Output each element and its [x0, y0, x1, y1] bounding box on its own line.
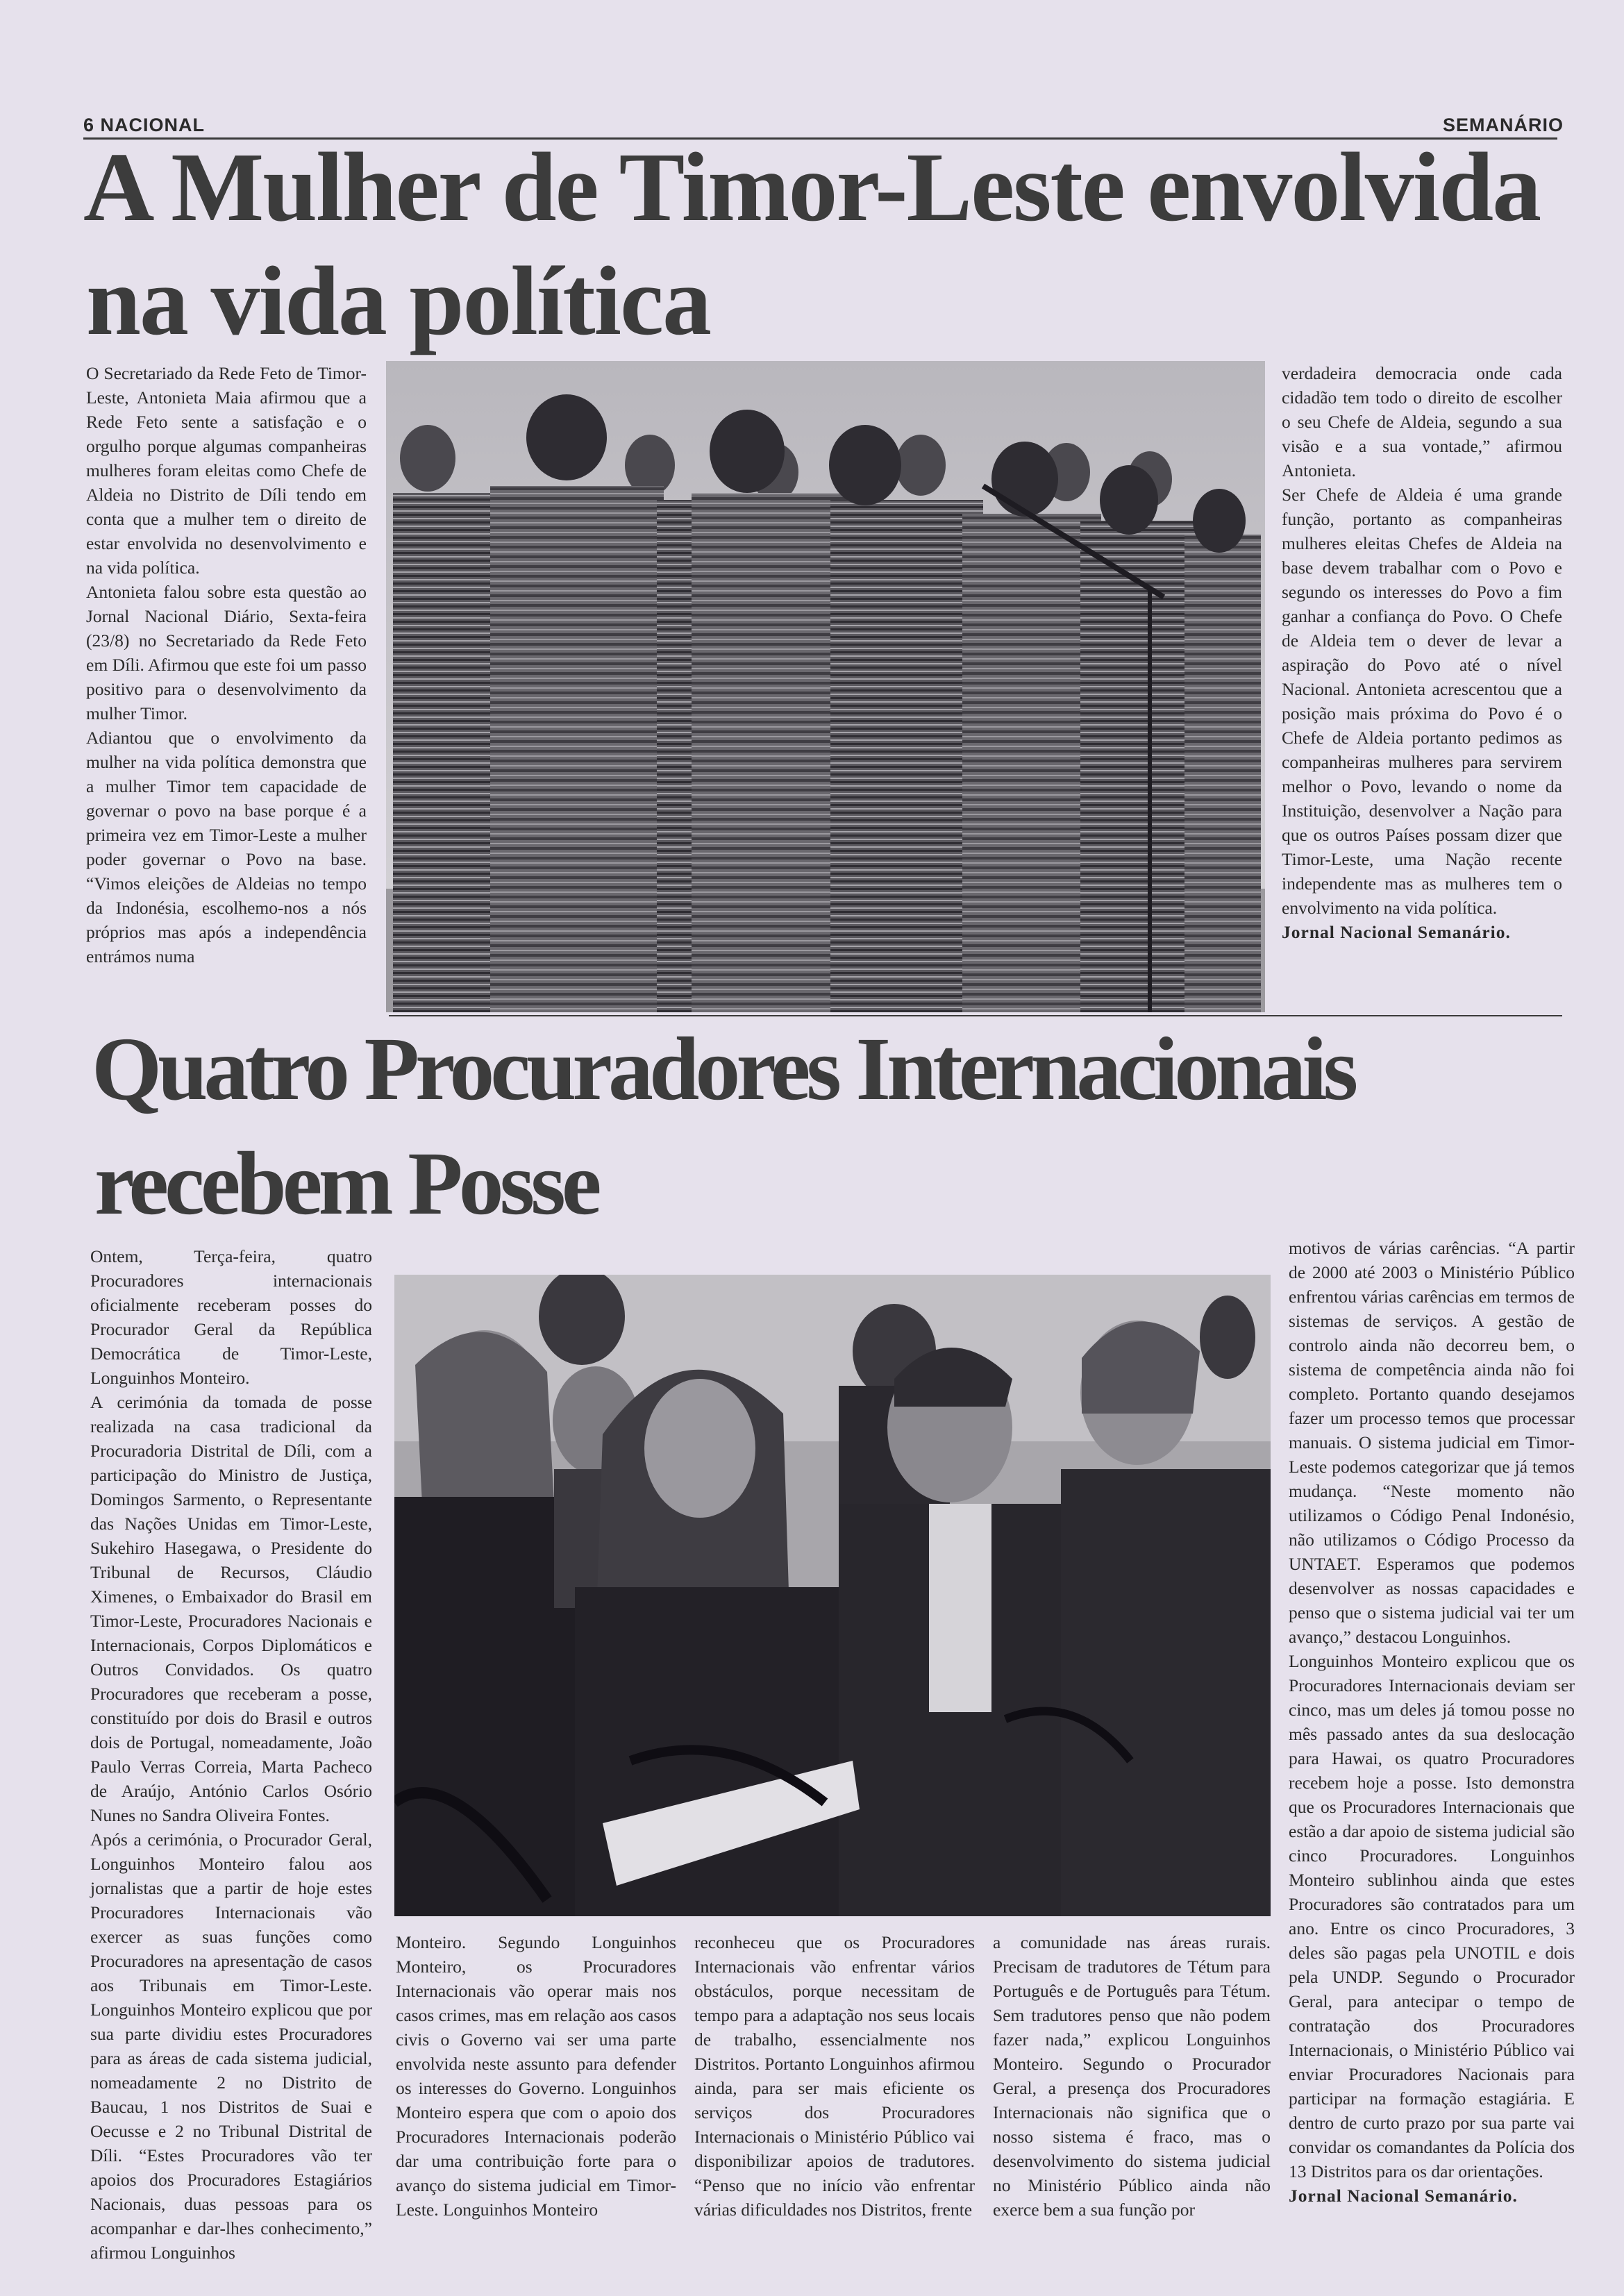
article2-right-column: [1289, 1236, 1575, 2208]
women-group-photo-icon: [386, 361, 1265, 1012]
article2-headline-line2: recebem Posse: [94, 1134, 598, 1234]
article1-headline-line1: A Mulher de Timor-Leste envolvida: [83, 132, 1541, 242]
article2-bottom-col2: [694, 1930, 975, 2222]
article-divider: [389, 1015, 1562, 1016]
publication-name: SEMANÁRIO: [1443, 115, 1564, 135]
ceremony-photo-icon: [394, 1275, 1271, 1916]
article2-bottom-col3: [993, 1930, 1271, 2222]
article1-right-column: [1282, 361, 1562, 944]
paragraph: O Secretariado da Rede Feto de Timor-Leste, Antonieta Maia afirmou que a Rede Feto sente a satisfação e o orgulho porque algumas companheiras mulheres foram eleitas como Chefe de Aldeia no Distrito de Díli tendo em conta que a mulher tem o direito de estar envolvida no desenvolvimento e na vida política.: [86, 363, 367, 578]
paragraph: Monteiro. Segundo Longuinhos Monteiro, os Procuradores Internacionais vão operar mais nos casos crimes, mas em relação aos casos civis o Governo vai ser uma parte envolvida neste assunto para defender os interesses do Governo. Longuinhos Monteiro espera que com o apoio dos Procuradores Internacionais poderão dar uma contribuição forte para o avanço do sistema judicial em Timor-Leste. Longuinhos Monteiro: [396, 1932, 676, 2220]
article2-photo: [394, 1275, 1271, 1916]
paragraph: reconheceu que os Procuradores Internacionais vão enfrentar vários obstáculos, porque necessitam de tempo para a adaptação nos seus locais de trabalho, essencialmente nos Distritos. Portanto Longuinhos afirmou ainda, para ser mais eficiente os serviços dos Procuradores Internacionais o Ministério Público vai disponibilizar apoios de tradutores. “Penso que no início vão enfrentar várias dificuldades nos Distritos, frente: [694, 1932, 975, 2220]
article2-left-column: [90, 1244, 372, 2265]
paragraph: Após a cerimónia, o Procurador Geral, Longuinhos Monteiro falou aos jornalistas que a partir de hoje estes Procuradores Internacionais vão exercer as suas funções como Procuradores na apresentação de casos aos Tribunais em Timor-Leste. Longuinhos Monteiro explicou que por sua parte dividiu estes Procuradores para as áreas de cada sistema judicial, nomeadamente 2 no Distrito de Baucau, 1 nos Distritos de Suai e Oecusse e 2 no Tribunal Distrital de Díli. “Estes Procuradores vão ter apoios dos Procuradores Estagiários Nacionais, duas pessoas para os acompanhar e dar-lhes conhecimento,” afirmou Longuinhos: [90, 1829, 372, 2263]
paragraph: Ontem, Terça-feira, quatro Procuradores internacionais oficialmente receberam posses do Procurador Geral da República Democrática de Timor-Leste, Longuinhos Monteiro.: [90, 1246, 372, 1388]
article1-photo: [386, 361, 1265, 1012]
signature: Jornal Nacional Semanário.: [1282, 922, 1511, 942]
paragraph: Longuinhos Monteiro explicou que os Procuradores Internacionais deviam ser cinco, mas um deles já tomou posse no mês passado antes da sua deslocação para Hawai, os quatro Procuradores recebem hoje a posse. Isto demonstra que os Procuradores Internacionais que estão a dar apoio de sistema judicial são cinco Procuradores. Longuinhos Monteiro sublinhou ainda que estes Procuradores são contratados para um ano. Entre os cinco Procuradores, 3 deles são pagas pela UNOTIL e dois pela UNDP. Segundo o Procurador Geral, para antecipar o tempo de contratação dos Procuradores Internacionais, o Ministério Público vai enviar Procuradores Nacionais para participar na formação estagiária. E dentro de curto prazo por sua parte vai convidar os comandantes da Polícia dos 13 Distritos para os dar orientações.: [1289, 1651, 1575, 2181]
article2-headline-line1: Quatro Procuradores Internacionais: [92, 1019, 1355, 1119]
signature: Jornal Nacional Semanário.: [1289, 2186, 1518, 2206]
paragraph: verdadeira democracia onde cada cidadão tem todo o direito de escolher o seu Chefe de Aldeia, segundo a sua visão e a sua vontade,” afirmou Antonieta.: [1282, 363, 1562, 480]
article2-bottom-col1: [396, 1930, 676, 2222]
paragraph: Adiantou que o envolvimento da mulher na vida política demonstra que a mulher Timor tem capacidade de governar o povo na base porque é a primeira vez em Timor-Leste a mulher poder governar o Povo na base. “Vimos eleições de Aldeias no tempo da Indonésia, escolhemo-nos a nós próprios mas após a independência entrámos numa: [86, 728, 367, 966]
paragraph: Antonieta falou sobre esta questão ao Jornal Nacional Diário, Sexta-feira (23/8) no Secretariado da Rede Feto em Díli. Afirmou que este foi um passo positivo para o desenvolvimento da mulher Timor.: [86, 582, 367, 723]
paragraph: motivos de várias carências. “A partir de 2000 até 2003 o Ministério Público enfrentou várias carências em termos de sistemas de serviços. A gestão de controlo ainda não decorreu bem, o sistema de competência ainda não foi completo. Portanto quando desejamos fazer um processo temos que processar manuais. O sistema judicial em Timor-Leste podemos categorizar que já temos mudança. “Neste momento não utilizamos o Código Penal Indonésio, não utilizamos o Código Processo da UNTAET. Esperamos que podemos desenvolver as nossas capacidades e penso que o sistema judicial vai ter um avanço,” destacou Longuinhos.: [1289, 1238, 1575, 1647]
paragraph: Ser Chefe de Aldeia é uma grande função, portanto as companheiras mulheres eleitas Chefes de Aldeia na base devem trabalhar com o Povo e segundo os interesses do Povo a fim ganhar a confiança do Povo. O Chefe de Aldeia tem o dever de levar a aspiração do Povo até o nível Nacional. Antonieta acrescentou que a posição mais próxima do Povo é o Chefe de Aldeia portanto pedimos as companheiras mulheres para servirem melhor o Povo, levando o nome da Instituição, desenvolver a Nação para que os outros Países possam dizer que Timor-Leste, uma Nação recente independente mas as mulheres tem o envolvimento na vida política.: [1282, 485, 1562, 918]
article1-headline-line2: na vida política: [86, 246, 711, 355]
paragraph: a comunidade nas áreas rurais. Precisam de tradutores de Tétum para Português e de Português para Tétum. Sem tradutores penso que não podem fazer nada,” explicou Longuinhos Monteiro. Segundo o Procurador Geral, a presença dos Procuradores Internacionais não significa que o nosso sistema é fraco, mas o desenvolvimento do sistema judicial no Ministério Público ainda não exerce bem a sua função por: [993, 1932, 1271, 2220]
section-label: 6 NACIONAL: [83, 115, 206, 135]
paragraph: A cerimónia da tomada de posse realizada na casa tradicional da Procuradoria Distrital de Díli, com a participação do Ministro de Justiça, Domingos Sarmento, o Representante das Nações Unidas em Timor-Leste, Sukehiro Hasegawa, o Presidente do Tribunal de Recursos, Cláudio Ximenes, o Embaixador do Brasil em Timor-Leste, Procuradores Nacionais e Internacionais, Corpos Diplomáticos e Outros Convidados. Os quatro Procuradores que receberam a posse, constituído por dois do Brasil e outros dois de Portugal, nomeadamente, João Paulo Verras Correia, Marta Pacheco de Araújo, António Carlos Osório Nunes no Sandra Oliveira Fontes.: [90, 1392, 372, 1825]
article1-left-column: [86, 361, 367, 969]
